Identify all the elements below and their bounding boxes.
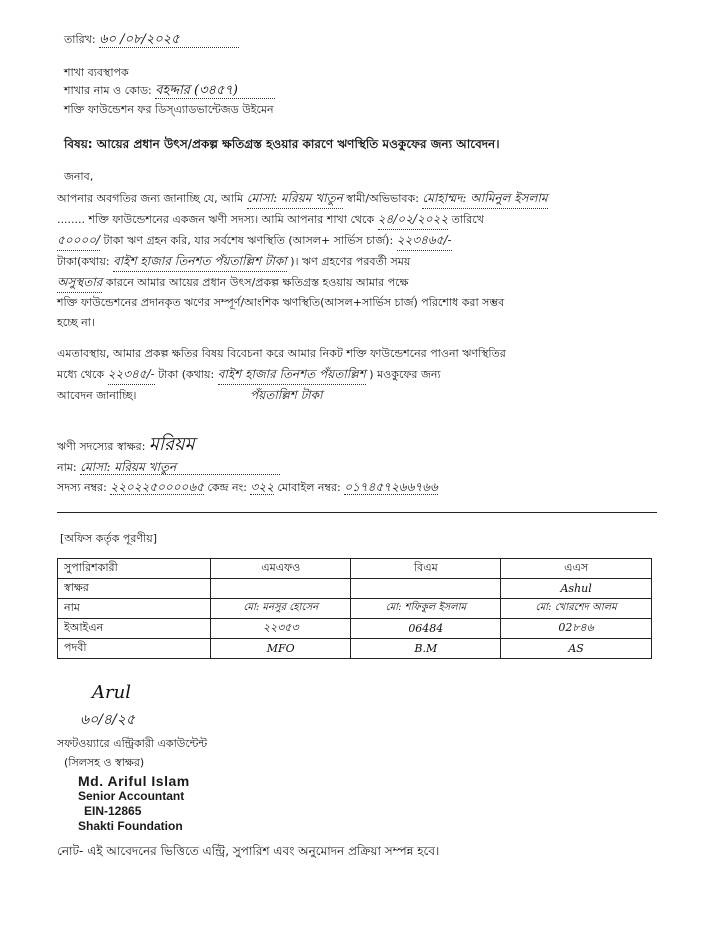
reason-fill: অসুস্থতার	[57, 272, 102, 293]
accountant-label: সফটওয়্যারে এন্ট্রিকারী একাউন্টেন্ট	[57, 737, 208, 750]
table-row	[58, 619, 652, 639]
member-number-label: সদস্য নম্বর:	[57, 481, 107, 494]
table-header-cell: বিএম	[351, 559, 501, 579]
date-line	[64, 33, 239, 48]
table-cell: MFO	[211, 639, 351, 659]
table-header-cell: এএস	[501, 559, 652, 579]
member-sign-label: ঋণী সদস্যের স্বাক্ষর:	[57, 440, 146, 453]
footer-note: নোট- এই আবেদনের ভিত্তিতে এন্ট্রি, সুপারিশ এবং অনুমোদন প্রক্রিয়া সম্পন্ন হবে।	[57, 844, 440, 858]
body-paragraph	[57, 188, 647, 333]
body-l6: শক্তি ফাউন্ডেশনের প্রদানকৃত ঋণের সম্পূর্ণ/আংশিক ঋণস্থিতি(আসল+সার্ভিস চার্জ) পরিশোধ করা সম্ভব	[57, 296, 505, 309]
stamp-ein: EIN-12865	[84, 804, 142, 818]
office-table	[57, 558, 652, 659]
table-cell: B.M	[351, 639, 501, 659]
date-label: তারিখ:	[64, 33, 96, 46]
table-row-label: স্বাক্ষর	[58, 579, 211, 599]
seal-note: (সিলসহ ও স্বাক্ষর)	[64, 756, 145, 769]
table-row-label: পদবী	[58, 639, 211, 659]
table-header-cell: এমএফও	[211, 559, 351, 579]
manager-label: শাখা ব্যবস্থাপক	[64, 66, 129, 79]
table-row-label: নাম	[58, 599, 211, 619]
table-row	[58, 639, 652, 659]
accountant-stamp	[78, 774, 190, 834]
salutation: জনাব,	[64, 170, 94, 183]
table-cell	[211, 579, 351, 599]
member-number-value: ২২০২২৫০০০০৬৫	[110, 480, 204, 494]
body-l4a: টাকা(কথায়:	[57, 255, 110, 268]
table-cell	[351, 579, 501, 599]
stamp-name: Md. Ariful Islam	[78, 773, 190, 789]
table-cell: মো: খোরশেদ আলম	[501, 599, 652, 619]
guardian-name-fill: মোহাম্মদ: আমিনুল ইসলাম	[422, 188, 547, 209]
stamp-org: Shakti Foundation	[78, 819, 183, 833]
member-id-line	[57, 480, 438, 495]
table-cell: 02৮৪৬	[501, 619, 652, 639]
table-cell: মো: শফিকুল ইসলাম	[351, 599, 501, 619]
branch-value: বহদ্দার (৩৪৫৭)	[155, 84, 275, 99]
date-value: ৬০ /০৮/২০২৫	[99, 33, 239, 48]
mobile-value: ০১৭৪৫৭২৬৬৭৬৬	[344, 480, 438, 494]
body-l1b: স্বামী/অভিভাবক:	[346, 192, 419, 205]
member-name-value: মোসা: মরিয়ম খাতুন	[80, 460, 280, 475]
table-row-label: ইআইএন	[58, 619, 211, 639]
request-l2b: টাকা (কথায়:	[158, 368, 215, 381]
request-l1: এমতাবস্থায়, আমার প্রকল্প ক্ষতির বিষয় বিবেচনা করে আমার নিকট শক্তি ফাউন্ডেশনের পাওনা ঋণস্থিতির	[57, 347, 506, 360]
body-l2-dots: ........	[57, 213, 85, 226]
waiver-words-continued: পঁয়তাল্লিশ টাকা	[250, 388, 323, 402]
table-cell: 06484	[351, 619, 501, 639]
member-sign-line	[57, 434, 195, 455]
table-header-cell: সুপারিশকারী	[58, 559, 211, 579]
table-row	[58, 559, 652, 579]
table-cell: Ashul	[501, 579, 652, 599]
branch-label: শাখার নাম ও কোড:	[64, 84, 152, 97]
center-label: কেন্দ্র নং:	[207, 481, 247, 494]
body-l3: টাকা ঋণ গ্রহন করি, যার সর্বশেষ ঋণস্থিতি (আসল+ সার্ভিস চার্জ):	[103, 234, 394, 247]
body-l7: হচ্ছে না।	[57, 316, 95, 329]
table-row	[58, 579, 652, 599]
waiver-amount-fill: ২২৩৪৫/-	[108, 364, 155, 385]
request-l3: আবেদন জানাচ্ছি।	[57, 389, 137, 402]
branch-line	[64, 84, 275, 99]
body-l1a: আপনার অবগতির জন্য জানাচ্ছি যে, আমি	[57, 192, 244, 205]
table-cell: মো: মনসুর হোসেন	[211, 599, 351, 619]
body-l4b: )। ঋণ গ্রহণের পরবর্তী সময়	[290, 255, 411, 268]
table-cell: ২২৩৫৩	[211, 619, 351, 639]
office-label: [অফিস কর্তৃক পূরণীয়]	[60, 532, 157, 545]
member-name-line	[57, 460, 280, 475]
table-row	[58, 599, 652, 619]
table-cell: AS	[501, 639, 652, 659]
request-paragraph	[57, 344, 647, 406]
accountant-sign-date: ৬০/৪/২৫	[80, 712, 135, 728]
body-l2: শক্তি ফাউন্ডেশনের একজন ঋণী সদস্য। আমি আপনার শাখা থেকে	[88, 213, 375, 226]
member-signature: মরিয়ম	[148, 434, 195, 455]
request-l2a: মধ্যে থেকে	[57, 368, 105, 381]
body-l5: কারনে আমার আয়ের প্রধান উৎস/প্রকল্প ক্ষতিগ্রস্ত হওয়ায় আমার পক্ষে	[105, 276, 409, 289]
loan-amount-fill: ৫০০০০/	[57, 230, 100, 251]
loan-balance-fill: ২২৩৪৬৫/-	[397, 230, 452, 251]
center-value: ৩২২	[250, 480, 274, 494]
request-l2c: ) মওকুফের জন্য	[369, 368, 441, 381]
subject-line: বিষয়: আয়ের প্রধান উৎস/প্রকল্প ক্ষতিগ্রস্ত হওয়ার কারণে ঋণস্থিতি মওকুফের জন্য আবেদন।	[64, 137, 500, 151]
loan-date-fill: ২৪/০২/২০২২	[378, 209, 449, 230]
stamp-title: Senior Accountant	[78, 789, 185, 803]
balance-words-fill: বাইশ হাজার তিনশত পঁয়তাল্লিশ টাকা	[113, 251, 287, 272]
waiver-words-fill: বাইশ হাজার তিনশত পঁয়তাল্লিশ	[218, 364, 366, 385]
org-line: শক্তি ফাউন্ডেশন ফর ডিস্এ্যাডভান্টেজড উইমেন	[64, 103, 274, 116]
mobile-label: মোবাইল নম্বর:	[277, 481, 341, 494]
member-name-fill: মোসা: মরিয়ম খাতুন	[247, 188, 343, 209]
section-divider	[57, 512, 657, 513]
member-name-label: নাম:	[57, 461, 77, 474]
body-l2b: তারিখে	[451, 213, 484, 226]
accountant-signature: Arul	[92, 682, 131, 703]
